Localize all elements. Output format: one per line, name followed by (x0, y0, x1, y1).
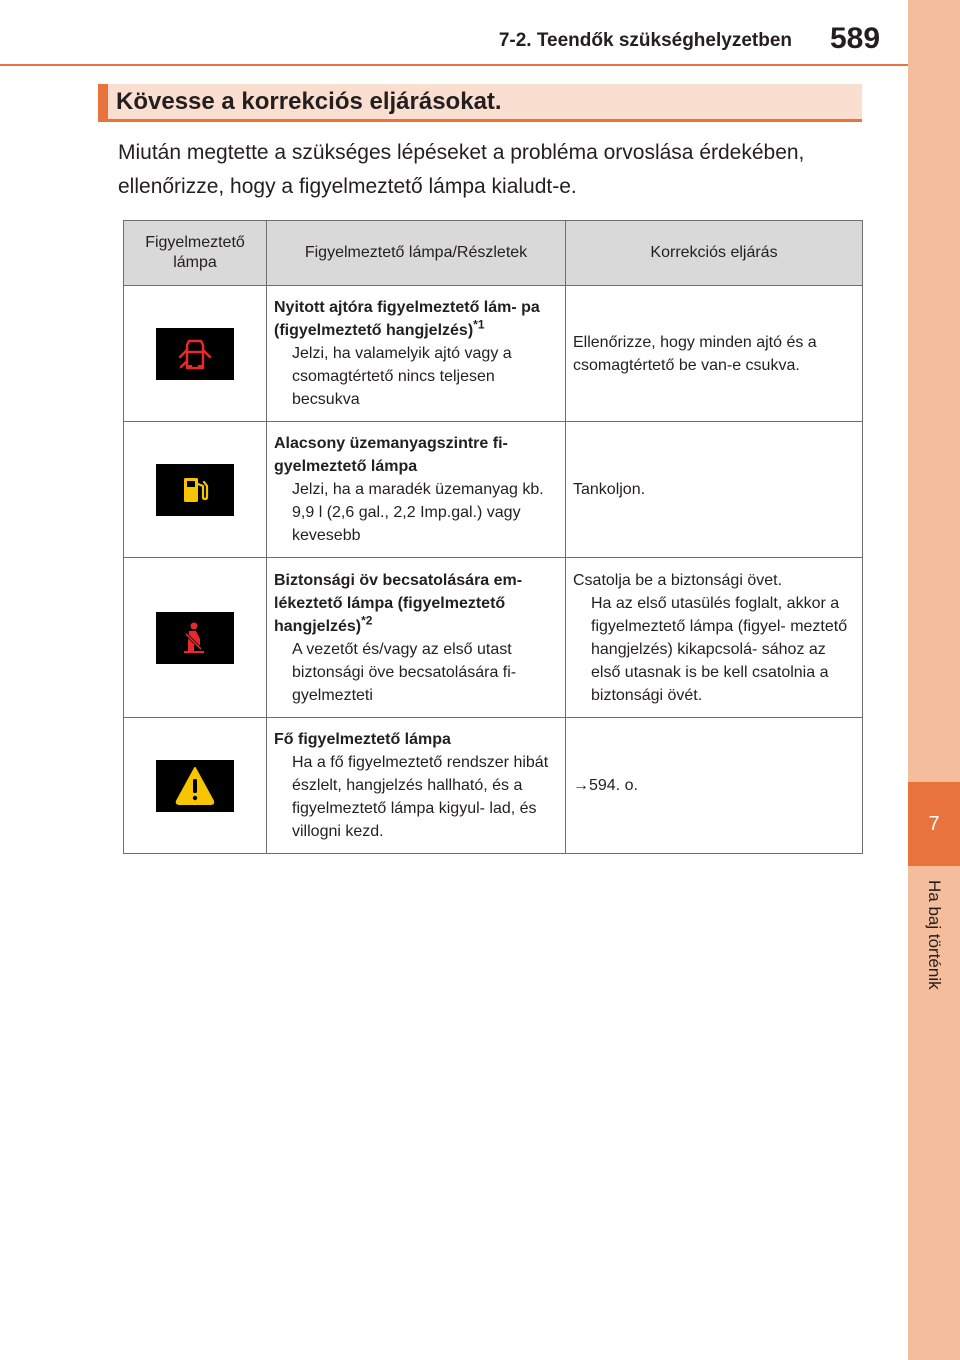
column-header-details: Figyelmeztető lámpa/Részletek (267, 221, 566, 286)
page-number: 589 (830, 22, 881, 55)
lamp-description: A vezetőt és/vagy az első utast biztonsági öve becsatolására fi- gyelmezteti (292, 640, 517, 704)
procedure-text: Tankoljon. (573, 481, 646, 498)
table-row (124, 558, 863, 718)
lamp-description: Jelzi, ha a maradék üzemanyag kb. 9,9 l (2,6 gal., 2,2 Imp.gal.) vagy kevesebb (292, 481, 544, 544)
lamp-title: Biztonsági öv becsatolására em- lékeztető lámpa (figyelmeztető hangjelzés)$^{*2}$ (274, 571, 523, 635)
page-reference-link[interactable]: →594. o. (573, 777, 638, 794)
procedure-cell (566, 558, 863, 718)
section-heading-text: Kövesse a korrekciós eljárásokat. (116, 88, 502, 115)
procedure-cell (566, 422, 863, 558)
lamp-title: Fő figyelmeztető lámpa (274, 731, 451, 748)
icon-cell (124, 558, 267, 718)
intro-paragraph: Miután megtette a szükséges lépéseket a probléma orvoslása érdekében, ellenőrizze, hogy a figyelmeztető lámpa kialudt-e. (118, 141, 805, 198)
running-header: 7-2. Teendők szükséghelyzetben (498, 30, 792, 51)
master-warning-icon (156, 760, 234, 812)
procedure-cell (566, 718, 863, 854)
table-row (124, 718, 863, 854)
table-header-row (124, 221, 863, 286)
icon-cell (124, 286, 267, 422)
header-rule (0, 64, 908, 66)
side-strip (908, 0, 960, 1360)
procedure-text: Csatolja be a biztonsági övet. (573, 571, 783, 589)
chapter-title: Ha baj történik (925, 880, 944, 990)
procedure-detail: Ha az első utasülés foglalt, akkor a figyelmeztető lámpa (figyel- meztető hangjelzés) kikapcsolá- sához az első utasnak is be kell csatolnia a biztonsági övét. (591, 594, 848, 704)
footnote-mark: *1 (473, 317, 485, 332)
procedure-text: Ellenőrizze, hogy minden ajtó és a csomagtértető be van-e csukva. (573, 333, 817, 374)
lamp-description: Ha a fő figyelmeztető rendszer hibát észlelt, hangjelzés hallható, és a figyelmeztető lámpa kigyul- lad, és villogni kezd. (292, 754, 549, 840)
column-header-lamp: Figyelmeztető lámpa (124, 221, 267, 286)
procedure-cell (566, 286, 863, 422)
table-row (124, 286, 863, 422)
detail-cell (267, 718, 566, 854)
lamp-title: Alacsony üzemanyagszintre fi- gyelmeztető lámpa (274, 435, 508, 475)
detail-cell (267, 558, 566, 718)
detail-cell (267, 422, 566, 558)
footnote-mark: *2 (361, 613, 373, 628)
lamp-title: Nyitott ajtóra figyelmeztető lám- pa (figyelmeztető hangjelzés)$^{*1}$ (274, 299, 540, 339)
column-header-procedure: Korrekciós eljárás (566, 221, 863, 286)
icon-cell (124, 422, 267, 558)
seatbelt-icon (156, 612, 234, 664)
chapter-tab[interactable]: 7 (908, 782, 960, 866)
section-heading (98, 84, 862, 122)
warning-lamp-table (123, 220, 863, 854)
fuel-pump-icon (156, 464, 234, 516)
lamp-description: Jelzi, ha valamelyik ajtó vagy a csomagtértető nincs teljesen becsukva (292, 345, 512, 408)
detail-cell (267, 286, 566, 422)
icon-cell (124, 718, 267, 854)
door-open-icon (156, 328, 234, 380)
table-row (124, 422, 863, 558)
